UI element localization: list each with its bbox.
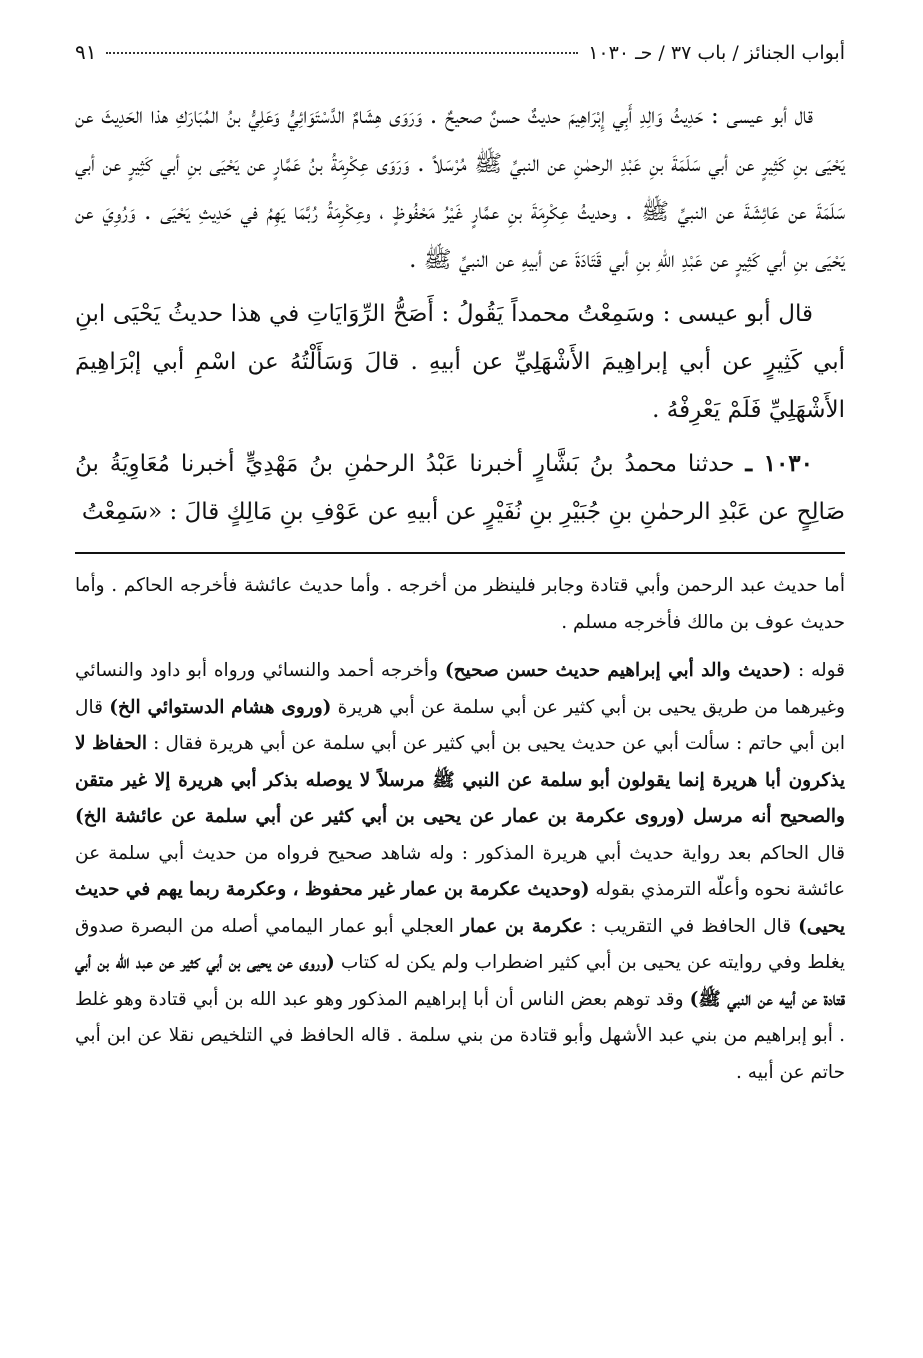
note-bold-part: (وروى عن يحيى بن أبي كثير عن عبد الله بن أبي قتادة عن أبيه عن النبي ﷺ)	[75, 952, 845, 1010]
note-part: العجلي أبو عمار اليمامي أصله من البصرة صدوق يغلط وفي روايته عن يحيى بن أبي كثير اضطراب ولم يكن له كتاب	[75, 915, 845, 973]
main-text	[75, 92, 845, 536]
main-paragraph-1: قال أبو عيسى : حَدِيثُ وَالِدِ أَبِي إِبْرَاهِيمَ حديثٌ حسنٌ صحيحٌ . وَرَوَى هِشَامٌ الدَّسْتَوَائِيُّ وَعَلِيُّ بنُ المُبَارَكِ هذا الحَدِيثَ عن يَحْيَى بنِ كَثِيرٍ عن أبي سَلَمَةَ بنِ عَبْدِ الرحمٰنِ عن النبيِّ ﷺ مُرْسَلاً . وَرَوَى عِكْرِمَةُ بنُ عَمَّارٍ عن يَحْيَى بنِ أبي كَثِيرٍ عن أبي سَلَمَةَ عن عَائِشَةَ عن النبيِّ ﷺ . وحديثُ عِكْرِمَةَ بنِ عمَّارٍ غَيْرُ مَحْفُوظٍ ، وعِكْرِمَةُ رُبَّمَا يَهِمُ في حَدِيثِ يَحْيَى . وَرُوِيَ عن يَحْيَى بنِ أبي كَثِيرٍ عن عَبْدِ اللهِ بنِ أبي قَتَادَةَ عن أبيهِ عن النبيِّ ﷺ .	[75, 103, 845, 273]
note-bold-part: (وروى هشام الدستوائي الخ)	[109, 696, 332, 718]
footnote-1: أما حديث عبد الرحمن وأبي قتادة وجابر فلينظر من أخرجه . وأما حديث عائشة فأخرجه الحاكم . وأما حديث عوف بن مالك فأخرجه مسلم .	[75, 575, 845, 633]
main-paragraph-3	[75, 440, 845, 536]
footnote-divider	[75, 552, 845, 554]
note-bold-part: (وحديث عكرمة بن عمار غير محفوظ ، وعكرمة ربما يهم في حديث يحيى)	[75, 879, 845, 937]
note-part: وقد توهم بعض الناس أن أبا إبراهيم المذكور وهو عبد الله بن أبي قتادة وهو غلط . أبو إبراهيم من بني عبد الأشهل وأبو قتادة من بني سلمة . قاله الحافظ في التلخيص نقلا عن ابن أبي حاتم عن أبيه .	[75, 988, 845, 1083]
note-bold-part: (وروى عكرمة بن عمار عن يحيى بن أبي كثير عن أبي سلمة عن عائشة الخ)	[75, 806, 685, 827]
hadith-text: حدثنا محمدُ بنُ بَشَّارٍ أخبرنا عَبْدُ الرحمٰنِ بنُ مَهْدِيٍّ أخبرنا مُعَاوِيَةُ بنُ صَالِحٍ عن عَبْدِ الرحمٰنِ بنِ جُبَيْرِ بنِ نُفَيْرٍ عن أبيهِ عن عَوْفِ بنِ مَالِكٍ قالَ : «سَمِعْتُ	[75, 451, 845, 525]
note-bold-part: الحفاظ لا يذكرون أبا هريرة إنما يقولون أبو سلمة عن النبي ﷺ مرسلاً لا يوصله بذكر أبي هريرة إلا غير متقن والصحيح أنه مرسل	[75, 733, 845, 827]
page-number: ٩١	[75, 40, 97, 64]
hadith-number: ١٠٣٠ ـ	[745, 450, 814, 477]
footnote-2	[75, 653, 845, 1091]
main-paragraph-2: قال أبو عيسى : وسَمِعْتُ محمداً يَقُولُ : أَصَحُّ الرِّوَايَاتِ في هذا حديثُ يَحْيَى ابنِ أبي كَثِيرٍ عن أبي إبراهِيمَ الأَشْهَلِيِّ عن أبيهِ . قالَ وَسَأَلْتُهُ عن اسْمِ أبي إبْرَاهِيمَ الأَشْهَلِيِّ فَلَمْ يَعْرِفْهُ .	[75, 301, 845, 423]
note-part: وأخرجه أحمد والنسائي ورواه أبو داود والنسائي وغيرهما من طريق يحيى بن أبي كثير عن أبي سلمة عن أبي هريرة	[75, 660, 846, 718]
note-part: قال الحاكم بعد رواية حديث أبي هريرة المذكور : وله شاهد صحيح فرواه من حديث أبي سلمة عن عائشة نحوه وأعلّه الترمذي بقوله	[75, 842, 845, 900]
note-part: قوله :	[791, 660, 846, 681]
note-bold-part: عكرمة بن عمار	[461, 915, 584, 937]
book-page	[75, 40, 845, 1091]
footnotes	[75, 568, 845, 1091]
note-part: قال الحافظ في التقريب :	[583, 915, 799, 937]
note-part: قال ابن أبي حاتم : سألت أبي عن حديث يحيى بن أبي كثير عن أبي سلمة عن أبي هريرة فقال :	[75, 696, 845, 754]
leader-dots	[106, 52, 578, 54]
note-bold-part: (حديث والد أبي إبراهيم حديث حسن صحيح)	[444, 660, 792, 681]
running-title: أبواب الجنائز / باب ٣٧ / حـ ١٠٣٠	[588, 42, 845, 64]
page-header	[75, 40, 845, 74]
